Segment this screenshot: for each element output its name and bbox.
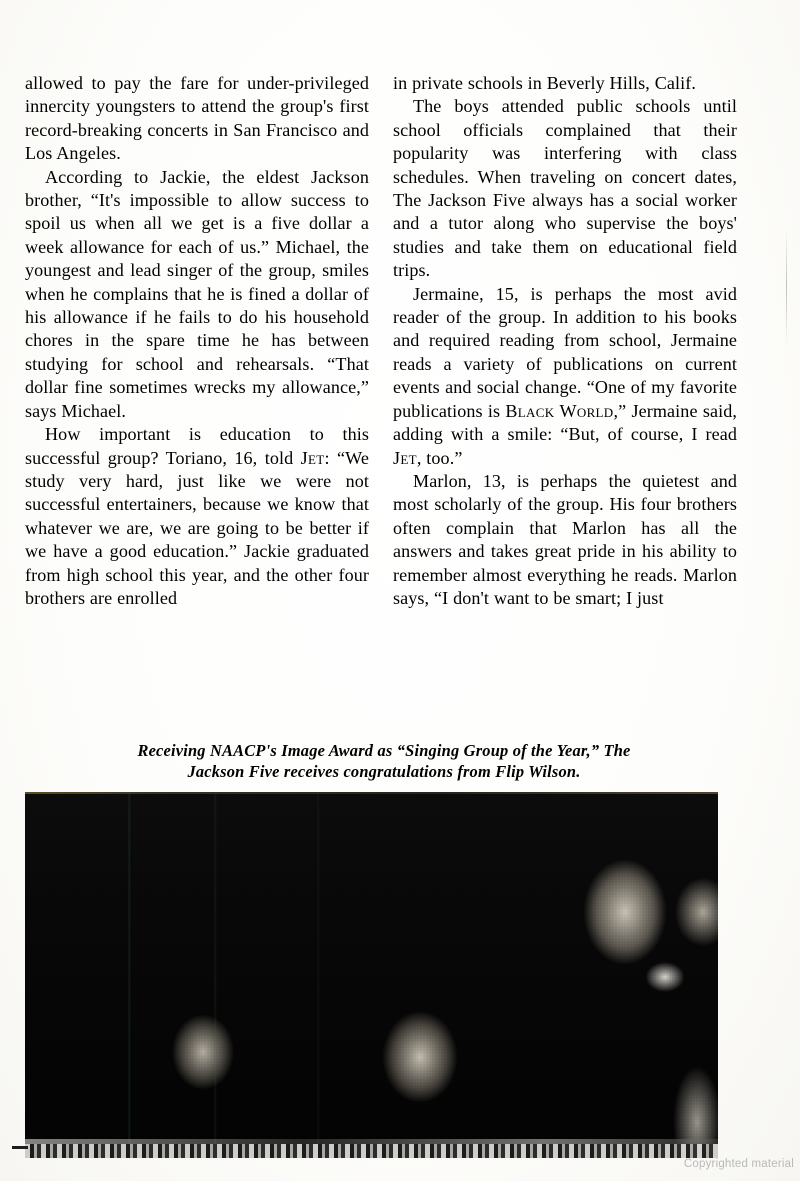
paragraph-6-text-b: ,” Jermaine said, adding with a smile: “But, of course, I read: [393, 400, 737, 445]
caption-line-2: Jackson Five receives congratulations from Flip Wilson.: [187, 762, 581, 781]
photograph-bottom-artifact: [25, 1144, 718, 1158]
paragraph-1: allowed to pay the fare for under-privileged innercity youngsters to attend the group's first record-breaking concerts in San Francisco and Los Angeles.: [25, 73, 369, 164]
photo-caption: [25, 740, 743, 782]
scan-registration-tick: [12, 1146, 28, 1149]
paragraph-6: [393, 283, 737, 470]
paragraph-2: According to Jackie, the eldest Jackson brother, “It's impossible to allow success to spoil us when all we get is a five dollar a week allowance for each of us.” Michael, the youngest and lead singer of the group, smiles when he complains that he is fined a dollar of his allowance if he fails to do his household chores in the spare time he has between studying for school and rehearsals. “That dollar fine sometimes wrecks my allowance,” says Michael.: [25, 166, 369, 421]
photograph: [25, 792, 718, 1158]
article-columns: [25, 72, 743, 610]
paragraph-7: Marlon, 13, is perhaps the quietest and most scholarly of the group. His four brothers often complain that Marlon has all the answers and takes great pride in his ability to remember almost everything he reads. Marlon says, “I don't want to be smart; I just: [393, 470, 737, 608]
smallcaps-black-world: Black World: [505, 400, 614, 421]
paragraph-3-text-b: : “We study very hard, just like we were not successful entertainers, because we know that whatever we are, we are going to be better if we have a good education.” Jackie graduated from high school this year, and the other four brothers are enrolled: [25, 447, 369, 608]
scan-edge-artifact: [786, 228, 787, 346]
paragraph-3: [25, 423, 369, 610]
paragraph-4: in private schools in Beverly Hills, Calif.: [393, 73, 696, 93]
left-column: [25, 72, 369, 610]
paragraph-5: The boys attended public schools until school officials complained that their popularity was interfering with class schedules. When traveling on concert dates, The Jackson Five always has a social worker and a tutor along who supervise the boys' studies and take them on educational field trips.: [393, 96, 737, 281]
smallcaps-jet: Jet: [300, 447, 325, 468]
paragraph-6-text-c: , too.”: [416, 447, 463, 468]
smallcaps-jet-2: Jet: [393, 447, 417, 468]
copyright-watermark: Copyrighted material: [683, 1158, 794, 1170]
scan-streaks: [25, 792, 718, 1158]
right-column: [393, 72, 737, 610]
paragraph-6-text-a: Jermaine, 15, is perhaps the most avid reader of the group. In addition to his books and required reading from school, Jermaine reads a variety of publications on current events and social change. “One of my favorite publications is: [393, 283, 737, 421]
caption-line-1: Receiving NAACP's Image Award as “Singing Group of the Year,” The: [137, 741, 631, 760]
paragraph-3-text-a: How important is education to this successful group? Toriano, 16, told: [25, 424, 369, 468]
photograph-top-edge: [25, 792, 718, 794]
